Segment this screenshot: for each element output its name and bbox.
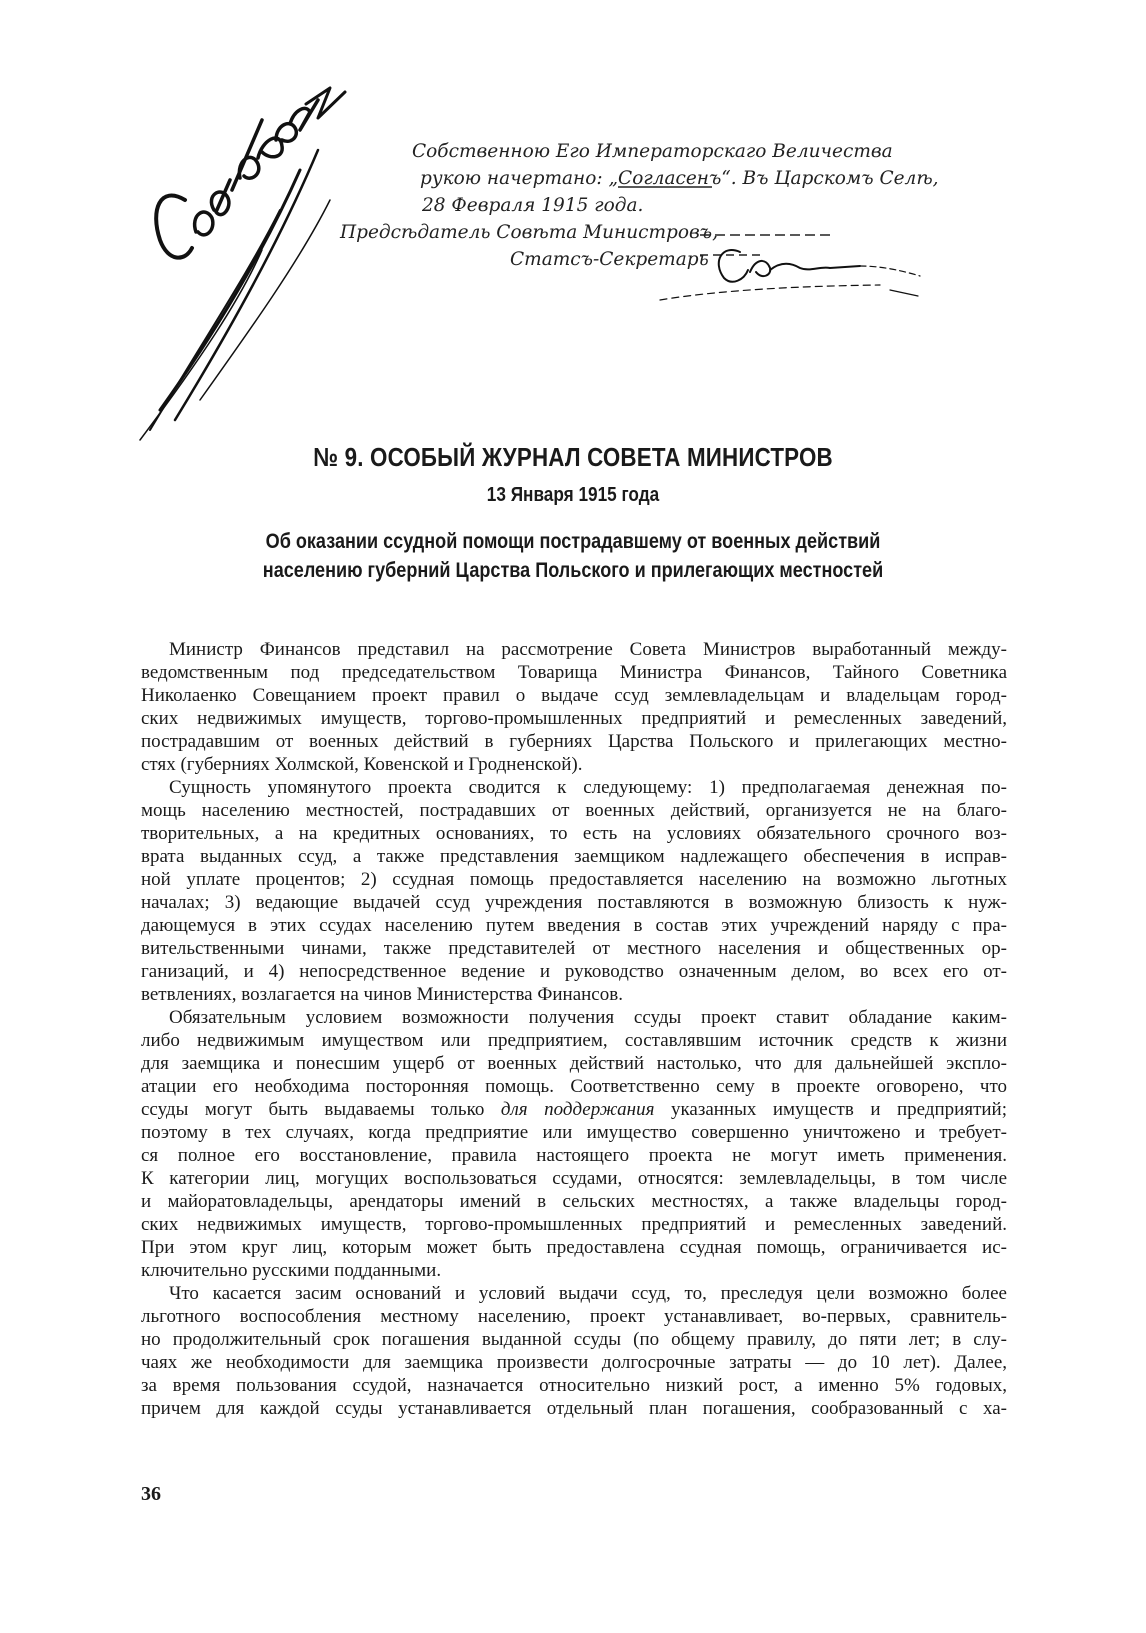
body-line: ной уплате процентов; 2) ссудная помощь предоставляется населению на возможно льготных: [141, 869, 1007, 890]
body-line: поэтому в тех случаях, когда предприятие или имущество совершенно уничтожено и требует-: [141, 1122, 1007, 1143]
body-line: чаях же необходимости для заемщика произвести долгосрочные затраты — до 10 лет). Далее,: [141, 1352, 1007, 1373]
page-number: 36: [141, 1483, 161, 1505]
body-line: за время пользования ссудой, назначается относительно низкий рост, а именно 5% годовых,: [141, 1375, 1007, 1396]
body-line: либо недвижимым имуществом или предприятием, составлявшим источник средств к жизни: [141, 1030, 1007, 1051]
inscription-line: Собственною Его Императорскаго Величества: [412, 141, 893, 162]
body-line: ся полное его восстановление, правила настоящего проекта не могут иметь применения.: [141, 1145, 1007, 1166]
body-line: но продолжительный срок погашения выданной ссуды (по общему правилу, до пяти лет; в слу-: [141, 1329, 1007, 1350]
subtitle-line: Об оказании ссудной помощи пострадавшему от военных действий: [265, 530, 881, 553]
body-line: Обязательным условием возможности получения ссуды проект ставит обладание каким-: [169, 1007, 1007, 1028]
body-line: началах; 3) ведающие выдачей ссуд учреждения поставляются в возможную близость к нуж-: [141, 892, 1007, 913]
document-date: 13 Января 1915 года: [486, 484, 660, 506]
body-line: ских недвижимых имуществ, торгово-промышленных предприятий и ремесленных заведений.: [141, 1214, 1007, 1235]
body-line: ведомственным под председательством Товарища Министра Финансов, Тайного Советника: [141, 662, 1007, 683]
body-line-with-italic: [141, 1098, 1007, 1121]
resolution-inscription: [340, 138, 1000, 273]
body-line: При этом круг лиц, которым может быть предоставлена ссудная помощь, ограничивается ис-: [141, 1237, 1007, 1258]
body-line-end: указанных имуществ и предприятий;: [654, 1099, 1007, 1120]
body-line: Министр Финансов представил на рассмотрение Совета Министров выработанный между-: [169, 639, 1007, 660]
body-line: ветвлениях, возлагается на чинов Министерства Финансов.: [141, 984, 623, 1005]
body-line: Что касается засим оснований и условий выдачи ссуд, то, преследуя цели возможно более: [169, 1283, 1007, 1304]
body-line-start: ссуды могут быть выдаваемы только: [141, 1099, 501, 1120]
body-line: дающемуся в этих ссудах населению путем введения в состав этих учреждений наряду с пра-: [141, 915, 1007, 936]
body-line: льготного воспособления местному населению, проект устанавливает, во-первых, сравнитель-: [141, 1306, 1007, 1327]
body-line: ских недвижимых имуществ, торгово-промышленных предприятий и ремесленных заведений,: [141, 708, 1007, 729]
inscription-line: 28 Февраля 1915 года.: [422, 195, 644, 216]
body-line: для заемщика и понесшим ущерб от военных действий настолько, что для дальнейшей экспло-: [141, 1053, 1007, 1074]
body-line: ключительно русскими подданными.: [141, 1260, 442, 1281]
inscription-line: Статсъ-Секретарь: [510, 249, 709, 270]
body-line: вительственными чинами, также представителей от местного населения и общественных ор-: [141, 938, 1007, 959]
handwritten-resolution: [0, 0, 1146, 470]
inscription-line: рукою начертано: „Согласенъ“. Въ Царскомъ Селѣ,: [420, 168, 939, 189]
body-line: ганизаций, и 4) непосредственное ведение и руководство означенным делом, во всех его от-: [141, 961, 1007, 982]
body-line: стях (губерниях Холмской, Ковенской и Гродненской).: [141, 754, 583, 775]
body-line: творительных, а на кредитных основаниях, то есть на условиях обязательного срочного воз-: [141, 823, 1007, 844]
body-line: атации его необходима посторонняя помощь. Соответственно сему в проекте оговорено, что: [141, 1076, 1007, 1097]
document-title: № 9. ОСОБЫЙ ЖУРНАЛ СОВЕТА МИНИСТРОВ: [313, 442, 833, 472]
body-line: К категории лиц, могущих воспользоваться ссудами, относятся: землевладельцы, в том числе: [141, 1168, 1007, 1189]
body-line: и майоратовладельцы, арендаторы имений в сельских местностях, а также владельцы город-: [141, 1191, 1007, 1212]
italic-phrase: для поддержания: [500, 1099, 655, 1120]
body-line: причем для каждой ссуды устанавливается отдельный план погашения, сообразованный с ха-: [141, 1398, 1007, 1419]
document-body: [141, 638, 1007, 1420]
body-line: мощь населению местностей, пострадавших от военных действий, организуется не на благо-: [141, 800, 1007, 821]
document-subtitle: [80, 527, 1066, 585]
inscription-line: Предсѣдатель Совѣта Министровъ,: [340, 222, 718, 243]
body-line: пострадавшим от военных действий в губерниях Царства Польского и прилегающих местно-: [141, 731, 1007, 752]
subtitle-line: населению губерний Царства Польского и прилегающих местностей: [262, 559, 884, 582]
body-line: Николаенко Совещанием проект правил о выдаче ссуд землевладельцам и владельцам город-: [141, 685, 1007, 706]
body-line: врата выданных ссуд, а также представления заемщиком надлежащего обеспечения в исправ-: [141, 846, 1007, 867]
body-line: Сущность упомянутого проекта сводится к следующему: 1) предполагаемая денежная по-: [169, 777, 1007, 798]
